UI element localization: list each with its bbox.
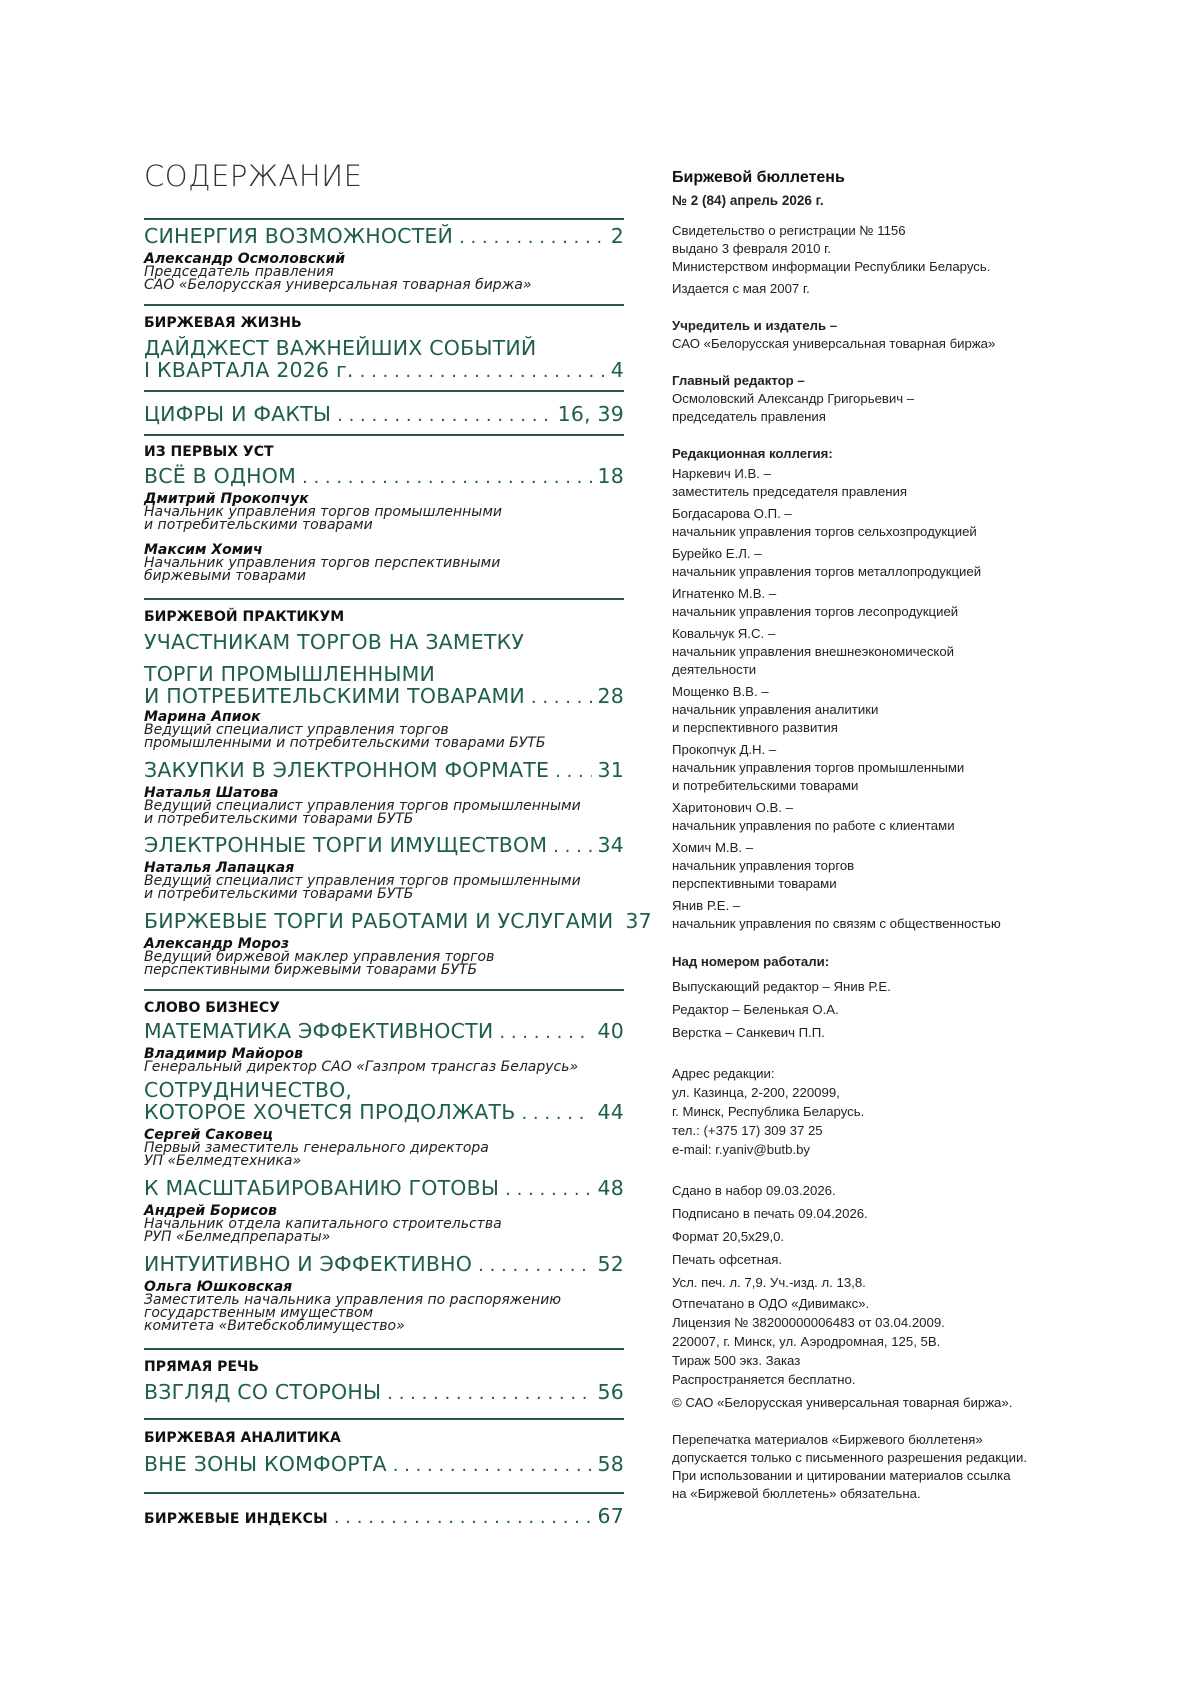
- board-member: Хомич М.В. – начальник управления торгов перспективными товарами: [672, 840, 855, 891]
- board-member: Мощенко В.В. – начальник управления аналитики и перспективного развития: [672, 684, 879, 735]
- page-number: 48: [597, 1176, 624, 1200]
- page-number: 31: [597, 758, 624, 782]
- board-member: Бурейко Е.Л. – начальник управления торгов металлопродукцией: [672, 546, 982, 579]
- text-line: Перепечатка материалов «Биржевого бюллетеня»: [672, 1432, 983, 1447]
- text-line: на «Биржевой бюллетень» обязательна.: [672, 1486, 921, 1501]
- text-line: Министерством информации Республики Беларусь.: [672, 259, 991, 274]
- author-role: Начальник управления торгов промышленными: [144, 504, 502, 520]
- team-block: [672, 952, 1052, 1044]
- page-number: 52: [597, 1252, 624, 1276]
- entry-title: ЭЛЕКТРОННЫЕ ТОРГИ ИМУЩЕСТВОМ: [144, 833, 548, 857]
- text-line: допускается только с письменного разрешения редакции.: [672, 1450, 1027, 1465]
- divider: [144, 218, 624, 220]
- author-role: САО «Белорусская универсальная товарная биржа»: [144, 277, 532, 293]
- divider: [144, 1348, 624, 1350]
- entry-title: БИРЖЕВЫЕ ИНДЕКСЫ: [144, 1511, 328, 1527]
- page-number: 40: [597, 1019, 624, 1043]
- divider: [144, 390, 624, 392]
- page-number: 67: [597, 1504, 624, 1528]
- board-member: Прокопчук Д.Н. – начальник управления торгов промышленными и потребительскими товарами: [672, 742, 965, 793]
- leader-dots: [521, 1104, 591, 1123]
- section-label: СЛОВО БИЗНЕСУ: [144, 1000, 280, 1016]
- toc-entry-intuitive[interactable]: [144, 1254, 624, 1276]
- toc-entry-digest[interactable]: [144, 360, 624, 382]
- author-name: Сергей Саковец: [144, 1127, 273, 1143]
- author-name: Дмитрий Прокопчук: [144, 491, 309, 507]
- text-line: Выпускающий редактор – Янив Р.Е.: [672, 979, 891, 994]
- author-role: Первый заместитель генерального директора: [144, 1140, 489, 1156]
- page-number: 34: [597, 833, 624, 857]
- author-role: промышленными и потребительскими товарами БУТБ: [144, 735, 546, 751]
- toc-entry-indices[interactable]: [144, 1506, 624, 1530]
- author-role: и потребительскими товарами: [144, 517, 373, 533]
- divider: [144, 1418, 624, 1420]
- toc-entry-e-procurement[interactable]: [144, 760, 624, 782]
- text-line: Формат 20,5х29,0.: [672, 1229, 785, 1244]
- board-member: Харитонович О.В. – начальник управления по работе с клиентами: [672, 800, 955, 833]
- entry-title: ЦИФРЫ И ФАКТЫ: [144, 402, 332, 426]
- author-role: и потребительскими товарами БУТБ: [144, 811, 414, 827]
- divider: [144, 1492, 624, 1494]
- section-label: БИРЖЕВОЙ ПРАКТИКУМ: [144, 609, 345, 625]
- editorial-board: [672, 445, 1052, 933]
- author-role: Ведущий специалист управления торгов промышленными: [144, 798, 581, 814]
- label: Редакционная коллегия:: [672, 446, 833, 461]
- print-block: [672, 1179, 1052, 1412]
- page-number: 2: [610, 224, 624, 248]
- entry-title: I КВАРТАЛА 2026 г.: [144, 358, 354, 382]
- label: Учредитель и издатель –: [672, 318, 838, 333]
- page-number: 37: [625, 909, 652, 933]
- leader-dots: [360, 362, 605, 381]
- leader-dots: [531, 688, 592, 707]
- text-line: САО «Белорусская универсальная товарная биржа»: [672, 336, 996, 351]
- author-name: Андрей Борисов: [144, 1203, 277, 1219]
- text-line: Усл. печ. л. 7,9. Уч.-изд. л. 13,8.: [672, 1275, 866, 1290]
- text-line: председатель правления: [672, 409, 826, 424]
- divider: [144, 989, 624, 991]
- leader-dots: [505, 1180, 591, 1199]
- toc-entry-industrial-trading[interactable]: [144, 686, 624, 708]
- entry-title: ВНЕ ЗОНЫ КОМФОРТА: [144, 1452, 387, 1476]
- board-member: Богдасарова О.П. – начальник управления торгов сельхозпродукцией: [672, 506, 977, 539]
- page-title: СОДЕРЖАНИЕ: [144, 159, 363, 193]
- text-line: Сдано в набор 09.03.2026.: [672, 1183, 836, 1198]
- page-number: 16, 39: [557, 402, 624, 426]
- author-role: Начальник отдела капитального строительства: [144, 1216, 502, 1232]
- entry-title: ЗАКУПКИ В ЭЛЕКТРОННОМ ФОРМАТЕ: [144, 758, 550, 782]
- page-number: 56: [597, 1380, 624, 1404]
- text-line: Подписано в печать 09.04.2026.: [672, 1206, 868, 1221]
- editor-block: [672, 372, 1052, 426]
- author-role: комитета «Витебскоблимущество»: [144, 1318, 405, 1334]
- leader-dots: [459, 228, 605, 247]
- label: Главный редактор –: [672, 373, 805, 388]
- text-line: Отпечатано в ОДО «Дивимакс».: [672, 1296, 870, 1311]
- toc-entry-services-trading[interactable]: [144, 909, 652, 933]
- text-line: Печать офсетная.: [672, 1252, 782, 1267]
- leader-dots: [499, 1023, 591, 1042]
- page-number: 28: [597, 684, 624, 708]
- author-role: Ведущий специалист управления торгов промышленными: [144, 873, 581, 889]
- leader-dots: [393, 1456, 592, 1475]
- board-member: Ковальчук Я.С. – начальник управления внешнеэкономической деятельности: [672, 626, 955, 677]
- copyright: © САО «Белорусская универсальная товарная биржа».: [672, 1395, 1013, 1410]
- author-name: Александр Осмоловский: [144, 251, 346, 267]
- text-line: выдано 3 февраля 2010 г.: [672, 241, 832, 256]
- text-line: При использовании и цитировании материалов ссылка: [672, 1468, 1011, 1483]
- author-role: биржевыми товарами: [144, 568, 306, 584]
- entry-title-line: СОТРУДНИЧЕСТВО,: [144, 1078, 353, 1102]
- entry-title: СИНЕРГИЯ ВОЗМОЖНОСТЕЙ: [144, 224, 454, 248]
- divider: [144, 598, 624, 600]
- author-role: и потребительскими товарами БУТБ: [144, 886, 414, 902]
- publication-name: Биржевой бюллетень: [672, 169, 845, 186]
- leader-dots: [302, 468, 591, 487]
- reprint-notice: [672, 1431, 1052, 1503]
- leader-dots: [555, 762, 591, 781]
- text-line: Тираж 500 экз. Заказ: [672, 1353, 801, 1368]
- board-member: Наркевич И.В. – заместитель председателя правления: [672, 466, 908, 499]
- toc-entry-comfort-zone[interactable]: [144, 1454, 624, 1476]
- text-line: ул. Казинца, 2-200, 220099,: [672, 1085, 840, 1100]
- author-name: Ольга Юшковская: [144, 1279, 293, 1295]
- entry-title: И ПОТРЕБИТЕЛЬСКИМИ ТОВАРАМИ: [144, 684, 525, 708]
- board-member: Игнатенко М.В. – начальник управления торгов лесопродукцией: [672, 586, 959, 619]
- leader-dots: [553, 837, 591, 856]
- toc-entry-cooperation[interactable]: [144, 1102, 624, 1124]
- registration-block: [672, 222, 1052, 298]
- toc-entry-scaling[interactable]: [144, 1178, 624, 1200]
- page-number: 58: [597, 1452, 624, 1476]
- text-line: Лицензия № 38200000006483 от 03.04.2009.: [672, 1315, 945, 1330]
- entry-title: ВЗГЛЯД СО СТОРОНЫ: [144, 1380, 382, 1404]
- email-link[interactable]: e-mail: r.yaniv@butb.by: [672, 1142, 810, 1157]
- text-line: Распространяется бесплатно.: [672, 1372, 856, 1387]
- author-name: Максим Хомич: [144, 542, 263, 558]
- author-name: Наталья Шатова: [144, 785, 279, 801]
- page-number: 4: [610, 358, 624, 382]
- toc-entry-figures[interactable]: [144, 404, 624, 426]
- author-role: Ведущий специалист управления торгов: [144, 722, 449, 738]
- entry-title: К МАСШТАБИРОВАНИЮ ГОТОВЫ: [144, 1176, 500, 1200]
- label: Над номером работали:: [672, 954, 830, 969]
- entry-title: ИНТУИТИВНО И ЭФФЕКТИВНО: [144, 1252, 473, 1276]
- entry-title: БИРЖЕВЫЕ ТОРГИ РАБОТАМИ И УСЛУГАМИ: [144, 909, 614, 933]
- author-role: Генеральный директор САО «Газпром трансгаз Беларусь»: [144, 1059, 579, 1075]
- page-number: 18: [597, 464, 624, 488]
- divider: [144, 434, 624, 436]
- text-line: Редактор – Беленькая О.А.: [672, 1002, 839, 1017]
- toc-entry-traders-note[interactable]: УЧАСТНИКАМ ТОРГОВ НА ЗАМЕТКУ: [144, 630, 525, 654]
- imprint-column: [672, 168, 1052, 1503]
- section-label: ИЗ ПЕРВЫХ УСТ: [144, 444, 274, 460]
- entry-title: МАТЕМАТИКА ЭФФЕКТИВНОСТИ: [144, 1019, 494, 1043]
- entry-title: ВСЁ В ОДНОМ: [144, 464, 297, 488]
- toc-entry-outside-view[interactable]: [144, 1382, 624, 1404]
- toc-entry-property-trading[interactable]: [144, 835, 624, 857]
- page-number: 44: [597, 1100, 624, 1124]
- entry-title: КОТОРОЕ ХОЧЕТСЯ ПРОДОЛЖАТЬ: [144, 1100, 516, 1124]
- text-line: Осмоловский Александр Григорьевич –: [672, 391, 915, 406]
- author-role: перспективными биржевыми товарами БУТБ: [144, 962, 478, 978]
- author-name: Наталья Лапацкая: [144, 860, 295, 876]
- author-name: Владимир Майоров: [144, 1046, 303, 1062]
- leader-dots: [337, 406, 551, 425]
- text-line: Адрес редакции:: [672, 1066, 775, 1081]
- text-line: Издается с мая 2007 г.: [672, 281, 810, 296]
- author-name: Александр Мороз: [144, 936, 290, 952]
- author-name: Марина Апиок: [144, 709, 261, 725]
- section-label: БИРЖЕВАЯ АНАЛИТИКА: [144, 1430, 341, 1446]
- section-label: ПРЯМАЯ РЕЧЬ: [144, 1359, 259, 1375]
- text-line: Свидетельство о регистрации № 1156: [672, 223, 906, 238]
- toc-entry-synergy[interactable]: [144, 226, 624, 248]
- entry-title-line: ТОРГИ ПРОМЫШЛЕННЫМИ: [144, 662, 436, 686]
- author-role: государственным имуществом: [144, 1305, 374, 1321]
- divider: [144, 304, 624, 306]
- toc-entry-efficiency-math[interactable]: [144, 1021, 624, 1043]
- author-role: Ведущий биржевой маклер управления торгов: [144, 949, 495, 965]
- author-role: Заместитель начальника управления по распоряжению: [144, 1292, 562, 1308]
- board-member: Янив Р.Е. – начальник управления по связям с общественностью: [672, 898, 1001, 931]
- founder-block: [672, 317, 1052, 353]
- text-line: тел.: (+375 17) 309 37 25: [672, 1123, 823, 1138]
- toc-entry-all-in-one[interactable]: [144, 466, 624, 488]
- author-role: Начальник управления торгов перспективными: [144, 555, 501, 571]
- author-role: РУП «Белмедпрепараты»: [144, 1229, 331, 1245]
- text-line: г. Минск, Республика Беларусь.: [672, 1104, 865, 1119]
- address-block: [672, 1064, 1052, 1159]
- text-line: 220007, г. Минск, ул. Аэродромная, 125, 5В.: [672, 1334, 941, 1349]
- author-role: Председатель правления: [144, 264, 334, 280]
- author-role: УП «Белмедтехника»: [144, 1153, 302, 1169]
- entry-title-line: ДАЙДЖЕСТ ВАЖНЕЙШИХ СОБЫТИЙ: [144, 336, 537, 360]
- leader-dots: [334, 1508, 592, 1527]
- leader-dots: [478, 1256, 591, 1275]
- text-line: Верстка – Санкевич П.П.: [672, 1025, 825, 1040]
- leader-dots: [387, 1384, 591, 1403]
- section-label: БИРЖЕВАЯ ЖИЗНЬ: [144, 315, 302, 331]
- issue-number: № 2 (84) апрель 2026 г.: [672, 193, 824, 208]
